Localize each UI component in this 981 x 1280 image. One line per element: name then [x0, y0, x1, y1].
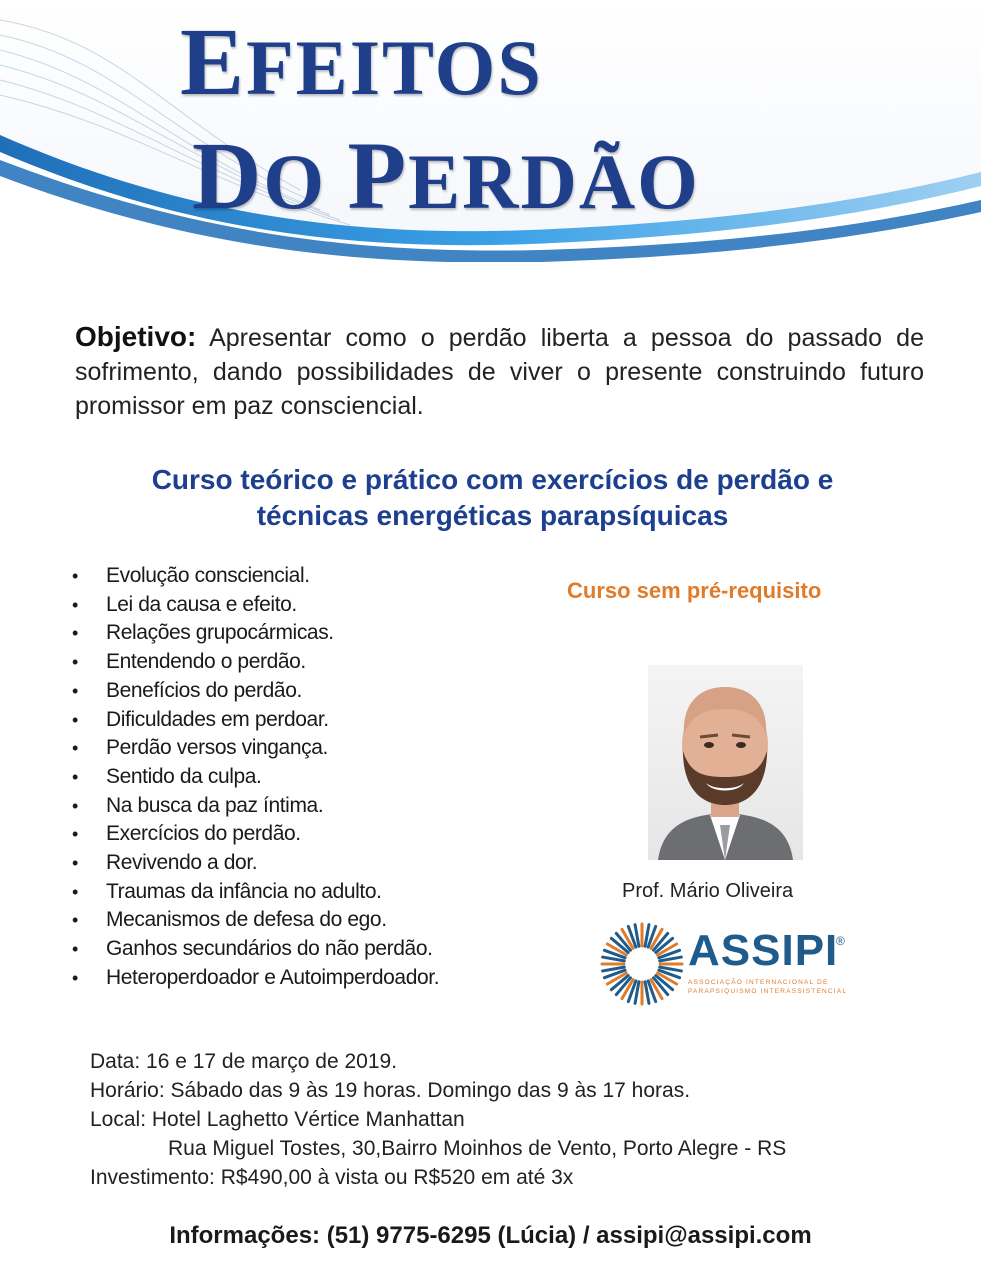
- logo-subtitle: ASSOCIAÇÃO INTERNACIONAL DE PARAPSIQUISMO INTERASSISTENCIAL: [688, 979, 848, 995]
- list-item: • Perdão versos vingança.: [72, 734, 439, 763]
- course-title-line-1: Curso teórico e prático com exercícios de perdão e: [151, 464, 834, 495]
- objective-text: Apresentar como o perdão liberta a pessoa do passado de sofrimento, dando possibilidades de viver o presente construindo futuro promissor em paz consciencial.: [75, 324, 924, 420]
- sunburst-icon: [600, 922, 684, 1006]
- course-title-line-2: técnicas energéticas parapsíquicas: [256, 500, 729, 531]
- title-line-2: DO PERDÃO: [192, 122, 700, 229]
- prerequisite-note: Curso sem pré-requisito: [567, 578, 822, 603]
- event-date: Data: 16 e 17 de março de 2019.: [90, 1050, 398, 1073]
- registered-mark: ®: [836, 934, 845, 948]
- list-item: • Entendendo o perdão.: [72, 648, 439, 677]
- contact-info: Informações: (51) 9775-6295 (Lúcia) / assipi@assipi.com: [169, 1222, 812, 1249]
- course-title: [40, 462, 945, 534]
- list-item: • Benefícios do perdão.: [72, 677, 439, 706]
- assipi-logo: [600, 920, 860, 1015]
- logo-name: ASSIPI: [688, 926, 839, 975]
- header-banner: [0, 0, 981, 278]
- event-details: [90, 1047, 786, 1192]
- instructor-photo: [648, 665, 803, 860]
- list-item: • Dificuldades em perdoar.: [72, 706, 439, 735]
- list-item: • Ganhos secundários do não perdão.: [72, 935, 439, 964]
- objective-label: Objetivo:: [75, 321, 197, 352]
- list-item: • Na busca da paz íntima.: [72, 792, 439, 821]
- event-schedule: Horário: Sábado das 9 às 19 horas. Domingo das 9 às 17 horas.: [90, 1079, 691, 1102]
- objective-paragraph: [75, 320, 924, 423]
- topics-list: [72, 562, 439, 993]
- list-item: • Lei da causa e efeito.: [72, 591, 439, 620]
- list-item: • Mecanismos de defesa do ego.: [72, 906, 439, 935]
- list-item: • Traumas da infância no adulto.: [72, 878, 439, 907]
- event-price: Investimento: R$490,00 à vista ou R$520 em até 3x: [90, 1166, 574, 1189]
- title-line-1: EFEITOS: [180, 8, 543, 115]
- list-item: • Exercícios do perdão.: [72, 820, 439, 849]
- list-item: • Revivendo a dor.: [72, 849, 439, 878]
- instructor-name: Prof. Mário Oliveira: [622, 880, 794, 902]
- event-location: Local: Hotel Laghetto Vértice Manhattan: [90, 1108, 465, 1131]
- list-item: • Evolução consciencial.: [72, 562, 439, 591]
- list-item: • Sentido da culpa.: [72, 763, 439, 792]
- list-item: • Heteroperdoador e Autoimperdoador.: [72, 964, 439, 993]
- list-item: • Relações grupocármicas.: [72, 619, 439, 648]
- event-address: Rua Miguel Tostes, 30,Bairro Moinhos de Vento, Porto Alegre - RS: [168, 1137, 787, 1160]
